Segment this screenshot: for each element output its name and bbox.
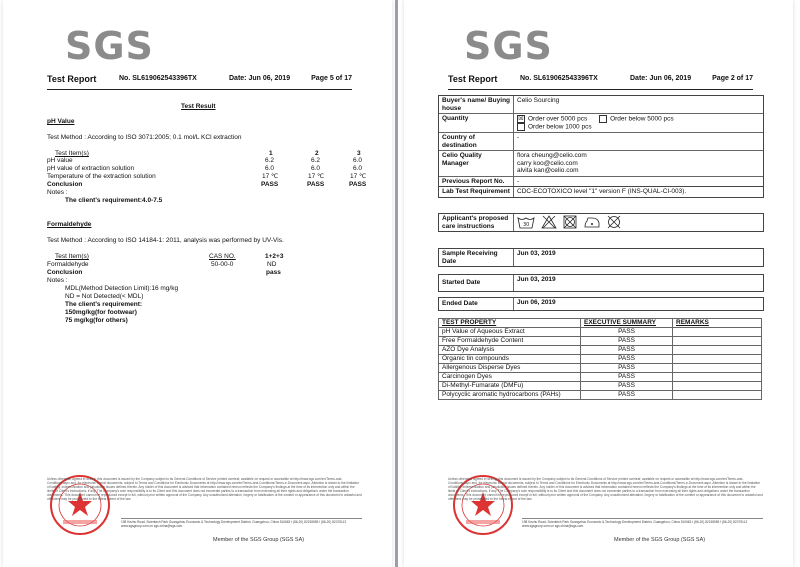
column-header: EXECUTIVE SUMMARY	[581, 319, 673, 328]
table-row	[439, 328, 762, 337]
country-value: -	[517, 134, 520, 142]
ended-date-value: Jun 06, 2019	[517, 299, 556, 306]
ph-row-label: Temperature of the extraction solution	[47, 173, 156, 180]
remarks-cell	[673, 346, 762, 355]
buyer-label: Buyer's name/ Buying house	[439, 96, 514, 113]
table-header-row	[439, 319, 762, 328]
ph-notes-label: Notes :	[47, 189, 68, 196]
quantity-option-label: Order over 5000 pcs	[528, 115, 588, 123]
footer-terms: Unless otherwise agreed in writing, this document is issued by the Company subject to its General Conditions of Service printed overleaf, available on request or accessible at http://www.sgs.com/en/Terms-and-Conditions.aspx and, for electronic format documents, subject to Terms and Conditions for Electronic Documents at http://www.sgs.com/en/Terms-and-Conditions/Terms-e-Document.aspx. Attention is drawn to the limitation of liability, indemnification and jurisdiction issues defined therein. Any holder of this document is advised that information contained hereon reflects the Company's findings at the time of its intervention only and within the limits of Client's instructions, if any. The Company's sole responsibility is to its Client and this document does not exonerate parties to a transaction from exercising all their rights and obligations under the transaction documents. This document cannot be reproduced except in full, without prior written approval of the Company. Any unauthorized alteration, forgery or falsification of the content or appearance of this document is unlawful and offenders may be prosecuted to the fullest extent of the law.	[47, 477, 362, 501]
ph-col-1: 1	[269, 150, 273, 157]
ended-date-table	[438, 297, 764, 311]
summary-result: PASS	[581, 382, 673, 391]
test-property: Polycyclic aromatic hydrocarbons (PAHs)	[439, 391, 581, 400]
checkbox-unchecked	[517, 123, 525, 131]
lab-requirement-label: Lab Test Requirement	[439, 187, 514, 197]
quantity-option	[599, 115, 674, 123]
header-divider	[47, 89, 352, 90]
formaldehyde-notes-label: Notes :	[47, 277, 68, 284]
ph-heading: pH Value	[47, 118, 75, 125]
formaldehyde-note: ND = Not Detected(< MDL)	[65, 293, 144, 300]
remarks-cell	[673, 337, 762, 346]
report-title: Test Report	[448, 74, 498, 84]
ph-col-2: 2	[315, 150, 319, 157]
executive-summary-table	[438, 318, 762, 400]
ph-method: Test Method : According to ISO 3071:2005; 0.1 mol/L KCl extraction	[47, 134, 242, 141]
table-row	[439, 214, 763, 231]
report-page-5	[3, 0, 392, 567]
care-symbols	[514, 214, 763, 231]
wash-30-icon	[517, 215, 535, 229]
remarks-cell	[673, 373, 762, 382]
sample-date-label: Sample Receiving Date	[439, 249, 514, 266]
ph-row-value: 6.2	[311, 157, 321, 164]
table-row	[439, 346, 762, 355]
page-number: Page 5 of 17	[311, 75, 352, 82]
test-property: AZO Dye Analysis	[439, 346, 581, 355]
column-header: REMARKS	[673, 319, 762, 328]
summary-result: PASS	[581, 391, 673, 400]
table-row	[439, 355, 762, 364]
formaldehyde-result: ND	[267, 261, 277, 268]
table-row	[439, 298, 763, 310]
remarks-cell	[673, 382, 762, 391]
formaldehyde-note: MDL(Method Detection Limit):16 mg/kg	[65, 285, 179, 292]
formaldehyde-col-header: Test Item(s)	[55, 253, 89, 260]
care-symbol-row	[517, 215, 760, 229]
ended-date-label: Ended Date	[439, 298, 514, 310]
footer-address: 198 Kezhu Road, Scientech Park Guangzhou Economic & Technology Development District, Guangzhou, China 510663 t (86-20) 82155555 f (86-20) 82075113 www.sgsgroup.com.cn sgs.china@sgs.com	[522, 520, 748, 528]
page-gutter	[395, 0, 398, 567]
order-info-table	[438, 95, 764, 187]
ph-conclusion: PASS	[349, 181, 367, 188]
ph-row-value: 17 ℃	[350, 173, 367, 180]
checkbox-unchecked	[599, 115, 607, 123]
quantity-option-label: Order below 1000 pcs	[528, 123, 592, 131]
header-divider	[448, 89, 753, 90]
section-title: Test Result	[181, 103, 216, 110]
ph-row-value: 6.0	[353, 165, 363, 172]
column-header: TEST PROPERTY	[439, 319, 581, 328]
page-number: Page 2 of 17	[712, 75, 753, 82]
report-header	[448, 75, 753, 89]
test-property: Allergenous Disperse Dyes	[439, 364, 581, 373]
remarks-cell	[673, 328, 762, 337]
formaldehyde-result-header: 1+2+3	[265, 253, 284, 260]
ph-row-value: 6.0	[353, 157, 363, 164]
test-property: pH Value of Aqueous Extract	[439, 328, 581, 337]
table-row	[439, 150, 763, 176]
svg-text:30: 30	[523, 222, 530, 228]
summary-result: PASS	[581, 364, 673, 373]
ph-conclusion: PASS	[307, 181, 325, 188]
formaldehyde-requirement: The client's requirement:	[65, 301, 143, 308]
summary-result: PASS	[581, 355, 673, 364]
manager-label: Celio Quality Manager	[439, 151, 514, 176]
country-label: Country of destination	[439, 133, 514, 150]
table-row	[439, 96, 763, 113]
formaldehyde-conclusion: pass	[266, 269, 281, 276]
table-row	[439, 382, 762, 391]
formaldehyde-requirement: 75 mg/kg(for others)	[65, 317, 128, 324]
ph-conclusion: PASS	[261, 181, 279, 188]
formaldehyde-method: Test Method : According to ISO 14184-1: 2011, analysis was performed by UV-Vis.	[47, 237, 284, 244]
no-bleach-icon	[541, 215, 557, 229]
table-row	[439, 275, 763, 291]
summary-result: PASS	[581, 337, 673, 346]
ph-row-label: pH value	[47, 157, 73, 164]
table-row	[439, 176, 763, 187]
footer-divider	[121, 518, 362, 519]
table-row	[439, 391, 762, 400]
report-date: Date: Jun 06, 2019	[229, 75, 291, 82]
table-row	[439, 373, 762, 382]
remarks-cell	[673, 355, 762, 364]
report-number: No. SL619062543396TX	[119, 75, 197, 82]
lab-requirement-value: CDC-ECOTOXICO level "1" version F (INS-QUAL-CI-003).	[517, 188, 687, 195]
manager-email: carry koo@celio.com	[517, 159, 578, 167]
formaldehyde-conclusion-label: Conclusion	[47, 269, 83, 276]
footer-address: 198 Kezhu Road, Scientech Park Guangzhou Economic & Technology Development District, Guangzhou, China 510663 t (86-20) 82155555 f (86-20) 82075113 www.sgsgroup.com.cn sgs.china@sgs.com	[121, 520, 347, 528]
iron-low-icon	[583, 215, 601, 229]
footer-divider	[522, 518, 763, 519]
checkbox-checked: ☒	[518, 116, 524, 122]
manager-emails	[514, 151, 763, 176]
care-label: Applicant's proposed care instructions	[439, 214, 514, 231]
manager-email: flora cheung@celio.com	[517, 152, 587, 160]
ph-conclusion-label: Conclusion	[47, 181, 83, 188]
test-property: Free Formaldehyde Content	[439, 337, 581, 346]
test-property: Carcinogen Dyes	[439, 373, 581, 382]
sgs-logo: SGS	[65, 24, 154, 68]
test-property: Organic tin compounds	[439, 355, 581, 364]
sgs-logo: SGS	[464, 24, 553, 68]
report-number: No. SL619062543396TX	[520, 75, 598, 82]
formaldehyde-heading: Formaldehyde	[47, 221, 92, 228]
previous-report-label: Previous Report No.	[439, 177, 514, 187]
ph-col-3: 3	[357, 150, 361, 157]
report-page-2	[404, 0, 793, 567]
ph-row-label: pH value of extraction solution	[47, 165, 135, 172]
ph-requirement: The client's requirement:4.0-7.5	[65, 197, 163, 204]
member-line: Member of the SGS Group (SGS SA)	[213, 537, 305, 543]
started-date-label: Started Date	[439, 275, 514, 291]
member-line: Member of the SGS Group (SGS SA)	[614, 537, 706, 543]
buyer-value: Celio Sourcing	[517, 97, 560, 104]
lab-requirement-table	[438, 186, 764, 198]
started-date-table	[438, 274, 764, 292]
formaldehyde-item: Formaldehyde	[47, 261, 89, 268]
manager-email: alvita kan@celio.com	[517, 167, 579, 175]
formaldehyde-cas-header: CAS NO.	[209, 253, 236, 260]
no-dry-clean-icon	[607, 215, 621, 229]
ph-col-header: Test Item(s)	[55, 150, 89, 157]
quantity-option	[517, 123, 592, 131]
table-row	[439, 187, 763, 197]
care-instructions-table	[438, 213, 764, 232]
ph-row-value: 17 ℃	[308, 173, 325, 180]
ph-row-value: 17 ℃	[262, 173, 279, 180]
report-title: Test Report	[47, 74, 97, 84]
table-row	[439, 337, 762, 346]
sample-date-table	[438, 248, 764, 267]
report-header	[47, 75, 352, 89]
quantity-option	[517, 115, 587, 123]
ph-row-value: 6.2	[265, 157, 275, 164]
started-date-value: Jun 03, 2019	[517, 276, 556, 283]
formaldehyde-cas: 50-00-0	[211, 261, 234, 268]
ph-row-value: 6.0	[311, 165, 321, 172]
summary-result: PASS	[581, 328, 673, 337]
ph-row-value: 6.0	[265, 165, 275, 172]
formaldehyde-requirement: 150mg/kg(for footwear)	[65, 309, 137, 316]
quantity-option-label: Order below 5000 pcs	[610, 115, 674, 123]
remarks-cell	[673, 364, 762, 373]
table-row	[439, 113, 763, 132]
table-row	[439, 364, 762, 373]
sample-date-value: Jun 03, 2019	[517, 250, 556, 257]
summary-result: PASS	[581, 346, 673, 355]
previous-report-value: -	[517, 177, 520, 185]
summary-result: PASS	[581, 373, 673, 382]
table-row	[439, 249, 763, 266]
no-tumble-dry-icon	[563, 215, 577, 229]
footer-terms: Unless otherwise agreed in writing, this document is issued by the Company subject to its General Conditions of Service printed overleaf, available on request or accessible at http://www.sgs.com/en/Terms-and-Conditions.aspx and, for electronic format documents, subject to Terms and Conditions for Electronic Documents at http://www.sgs.com/en/Terms-and-Conditions/Terms-e-Document.aspx. Attention is drawn to the limitation of liability, indemnification and jurisdiction issues defined therein. Any holder of this document is advised that information contained hereon reflects the Company's findings at the time of its intervention only and within the limits of Client's instructions, if any. The Company's sole responsibility is to its Client and this document does not exonerate parties to a transaction from exercising all their rights and obligations under the transaction documents. This document cannot be reproduced except in full, without prior written approval of the Company. Any unauthorized alteration, forgery or falsification of the content or appearance of this document is unlawful and offenders may be prosecuted to the fullest extent of the law.	[448, 477, 763, 501]
table-row	[439, 132, 763, 150]
remarks-cell	[673, 391, 762, 400]
quantity-label: Quantity	[439, 114, 514, 132]
quantity-options	[514, 114, 763, 132]
test-property: Di-Methyl-Fumarate (DMFu)	[439, 382, 581, 391]
report-date: Date: Jun 06, 2019	[630, 75, 692, 82]
